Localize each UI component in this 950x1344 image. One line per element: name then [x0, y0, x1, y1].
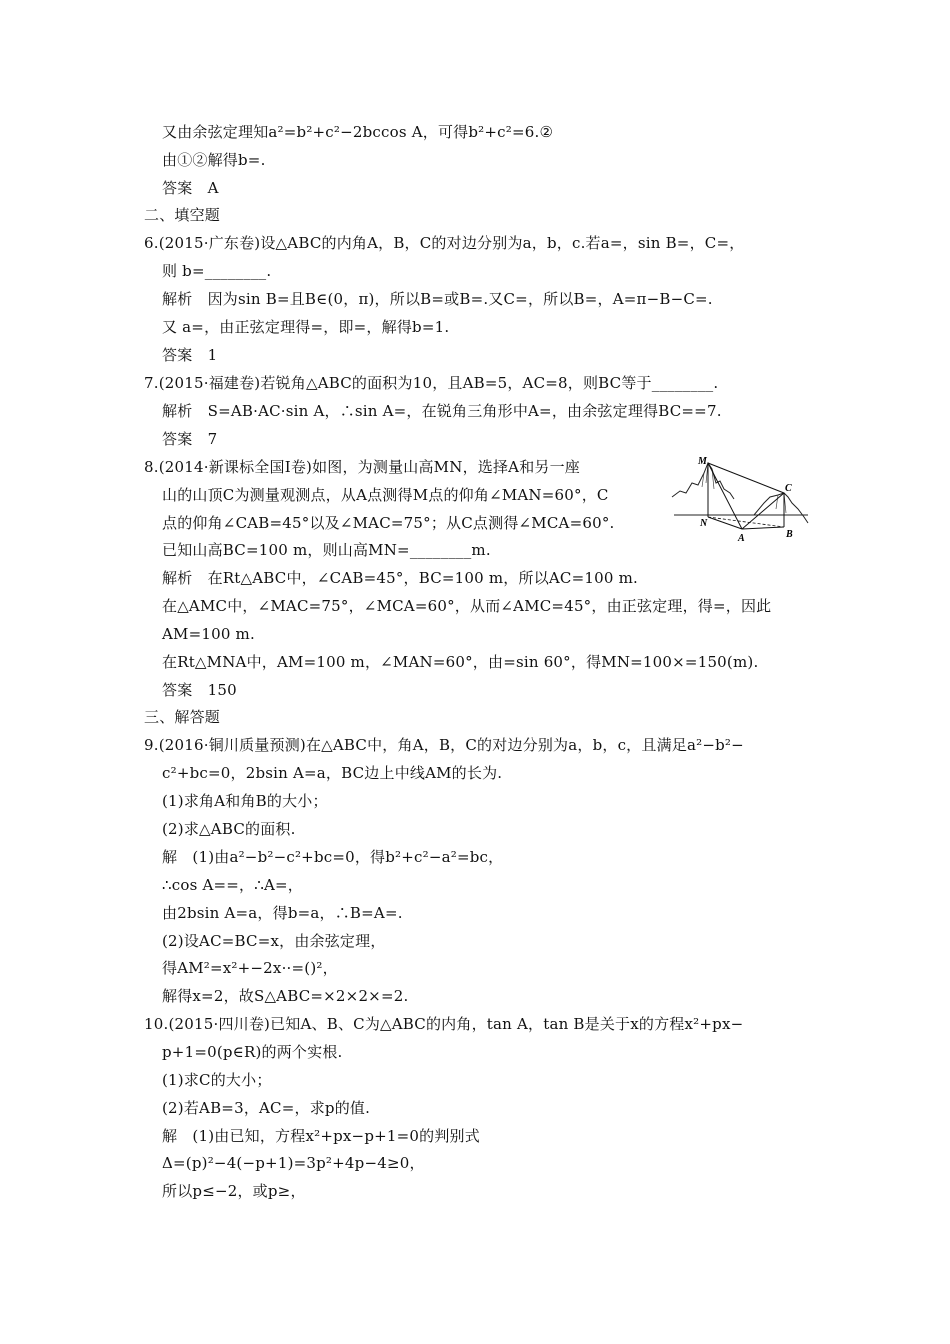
problem-9-solution: (2)设AC=BC=x，由余弦定理，	[162, 932, 386, 950]
mountain-figure	[668, 453, 810, 545]
problem-8-analysis: 解析 在Rt△ABC中，∠CAB=45°，BC=100 m，所以AC=100 m.	[162, 569, 638, 587]
problem-9-solution: 解得x=2，故S△ABC=×2×2×=2.	[162, 987, 409, 1005]
section-heading: 二、填空题	[144, 206, 221, 224]
problem-10-solution: 解 (1)由已知，方程x²+px−p+1=0的判别式	[162, 1127, 480, 1145]
answer-line: 答案 7	[162, 430, 218, 448]
problem-8-stem: 山的山顶C为测量观测点，从A点测得M点的仰角∠MAN=60°，C	[162, 486, 609, 504]
answer-line: 答案 1	[162, 346, 218, 364]
problem-9-solution: 解 (1)由a²−b²−c²+bc=0，得b²+c²−a²=bc，	[162, 848, 504, 866]
problem-8-analysis: AM=100 m.	[162, 625, 255, 643]
answer-line: 答案 A	[162, 179, 219, 197]
problem-9-solution: 由2bsin A=a，得b=a，∴B=A=.	[162, 904, 403, 922]
problem-10-stem: p+1=0(p∈R)的两个实根.	[162, 1043, 343, 1061]
segment-ac	[742, 493, 784, 529]
answer-line: 答案 150	[162, 681, 237, 699]
problem-9-question: (1)求角A和角B的大小；	[162, 792, 328, 810]
section-heading: 三、解答题	[144, 708, 221, 726]
problem-10-solution: Δ=(p)²−4(−p+1)=3p²+4p−4≥0，	[162, 1154, 425, 1172]
problem-8-stem: 已知山高BC=100 m，则山高MN=________m.	[162, 541, 491, 559]
label-b: B	[786, 529, 793, 540]
mountain-bc-outline	[754, 493, 808, 523]
text-line: 由①②解得b=.	[162, 151, 266, 169]
label-m: M	[698, 456, 707, 467]
text-line: 又由余弦定理知a²=b²+c²−2bccos A，可得b²+c²=6.②	[162, 123, 554, 141]
problem-9-solution: 得AM²=x²+−2x··=()²，	[162, 959, 338, 977]
problem-7-analysis: 解析 S=AB·AC·sin A，∴sin A=，在锐角三角形中A=，由余弦定理得BC==7.	[162, 402, 722, 420]
label-c: C	[785, 483, 792, 494]
problem-9-solution: ∴cos A==，∴A=，	[162, 876, 303, 894]
problem-6-analysis: 又 a=，由正弦定理得=，即=，解得b=1.	[162, 318, 450, 336]
problem-9-stem: 9.(2016·铜川质量预测)在△ABC中，角A，B，C的对边分别为a，b，c，且满足a²−b²−	[144, 736, 744, 754]
problem-6-stem: 6.(2015·广东卷)设△ABC的内角A，B，C的对边分别为a，b，c.若a=，sin B=，C=，	[144, 234, 745, 252]
problem-7-stem: 7.(2015·福建卷)若锐角△ABC的面积为10，且AB=5，AC=8，则BC等于________.	[144, 374, 719, 392]
problem-9-question: (2)求△ABC的面积.	[162, 820, 296, 838]
problem-10-question: (2)若AB=3，AC=，求p的值.	[162, 1099, 371, 1117]
problem-8-stem: 8.(2014·新课标全国Ⅰ卷)如图，为测量山高MN，选择A和另一座	[144, 458, 581, 476]
problem-6-analysis: 解析 因为sin B=且B∈(0，π)，所以B=或B=.又C=，所以B=，A=π−B−C=.	[162, 290, 713, 308]
problem-10-stem: 10.(2015·四川卷)已知A、B、C为△ABC的内角，tan A，tan B是关于x的方程x²+px−	[144, 1015, 744, 1033]
problem-9-stem: c²+bc=0，2bsin A=a，BC边上中线AM的长为.	[162, 764, 503, 782]
problem-8-stem: 点的仰角∠CAB=45°以及∠MAC=75°；从C点测得∠MCA=60°.	[162, 514, 615, 532]
problem-10-question: (1)求C的大小；	[162, 1071, 272, 1089]
segment-ab	[742, 527, 784, 529]
problem-8-analysis: 在Rt△MNA中，AM=100 m，∠MAN=60°，由=sin 60°，得MN=100×=150(m).	[162, 653, 759, 671]
problem-10-solution: 所以p≤−2，或p≥，	[162, 1182, 306, 1200]
problem-8-analysis: 在△AMC中，∠MAC=75°，∠MCA=60°，从而∠AMC=45°，由正弦定理，得=，因此	[162, 597, 772, 615]
segment-mc	[708, 463, 784, 493]
problem-6-stem: 则 b=________.	[162, 262, 272, 280]
label-n: N	[700, 518, 708, 529]
label-a: A	[738, 533, 745, 544]
